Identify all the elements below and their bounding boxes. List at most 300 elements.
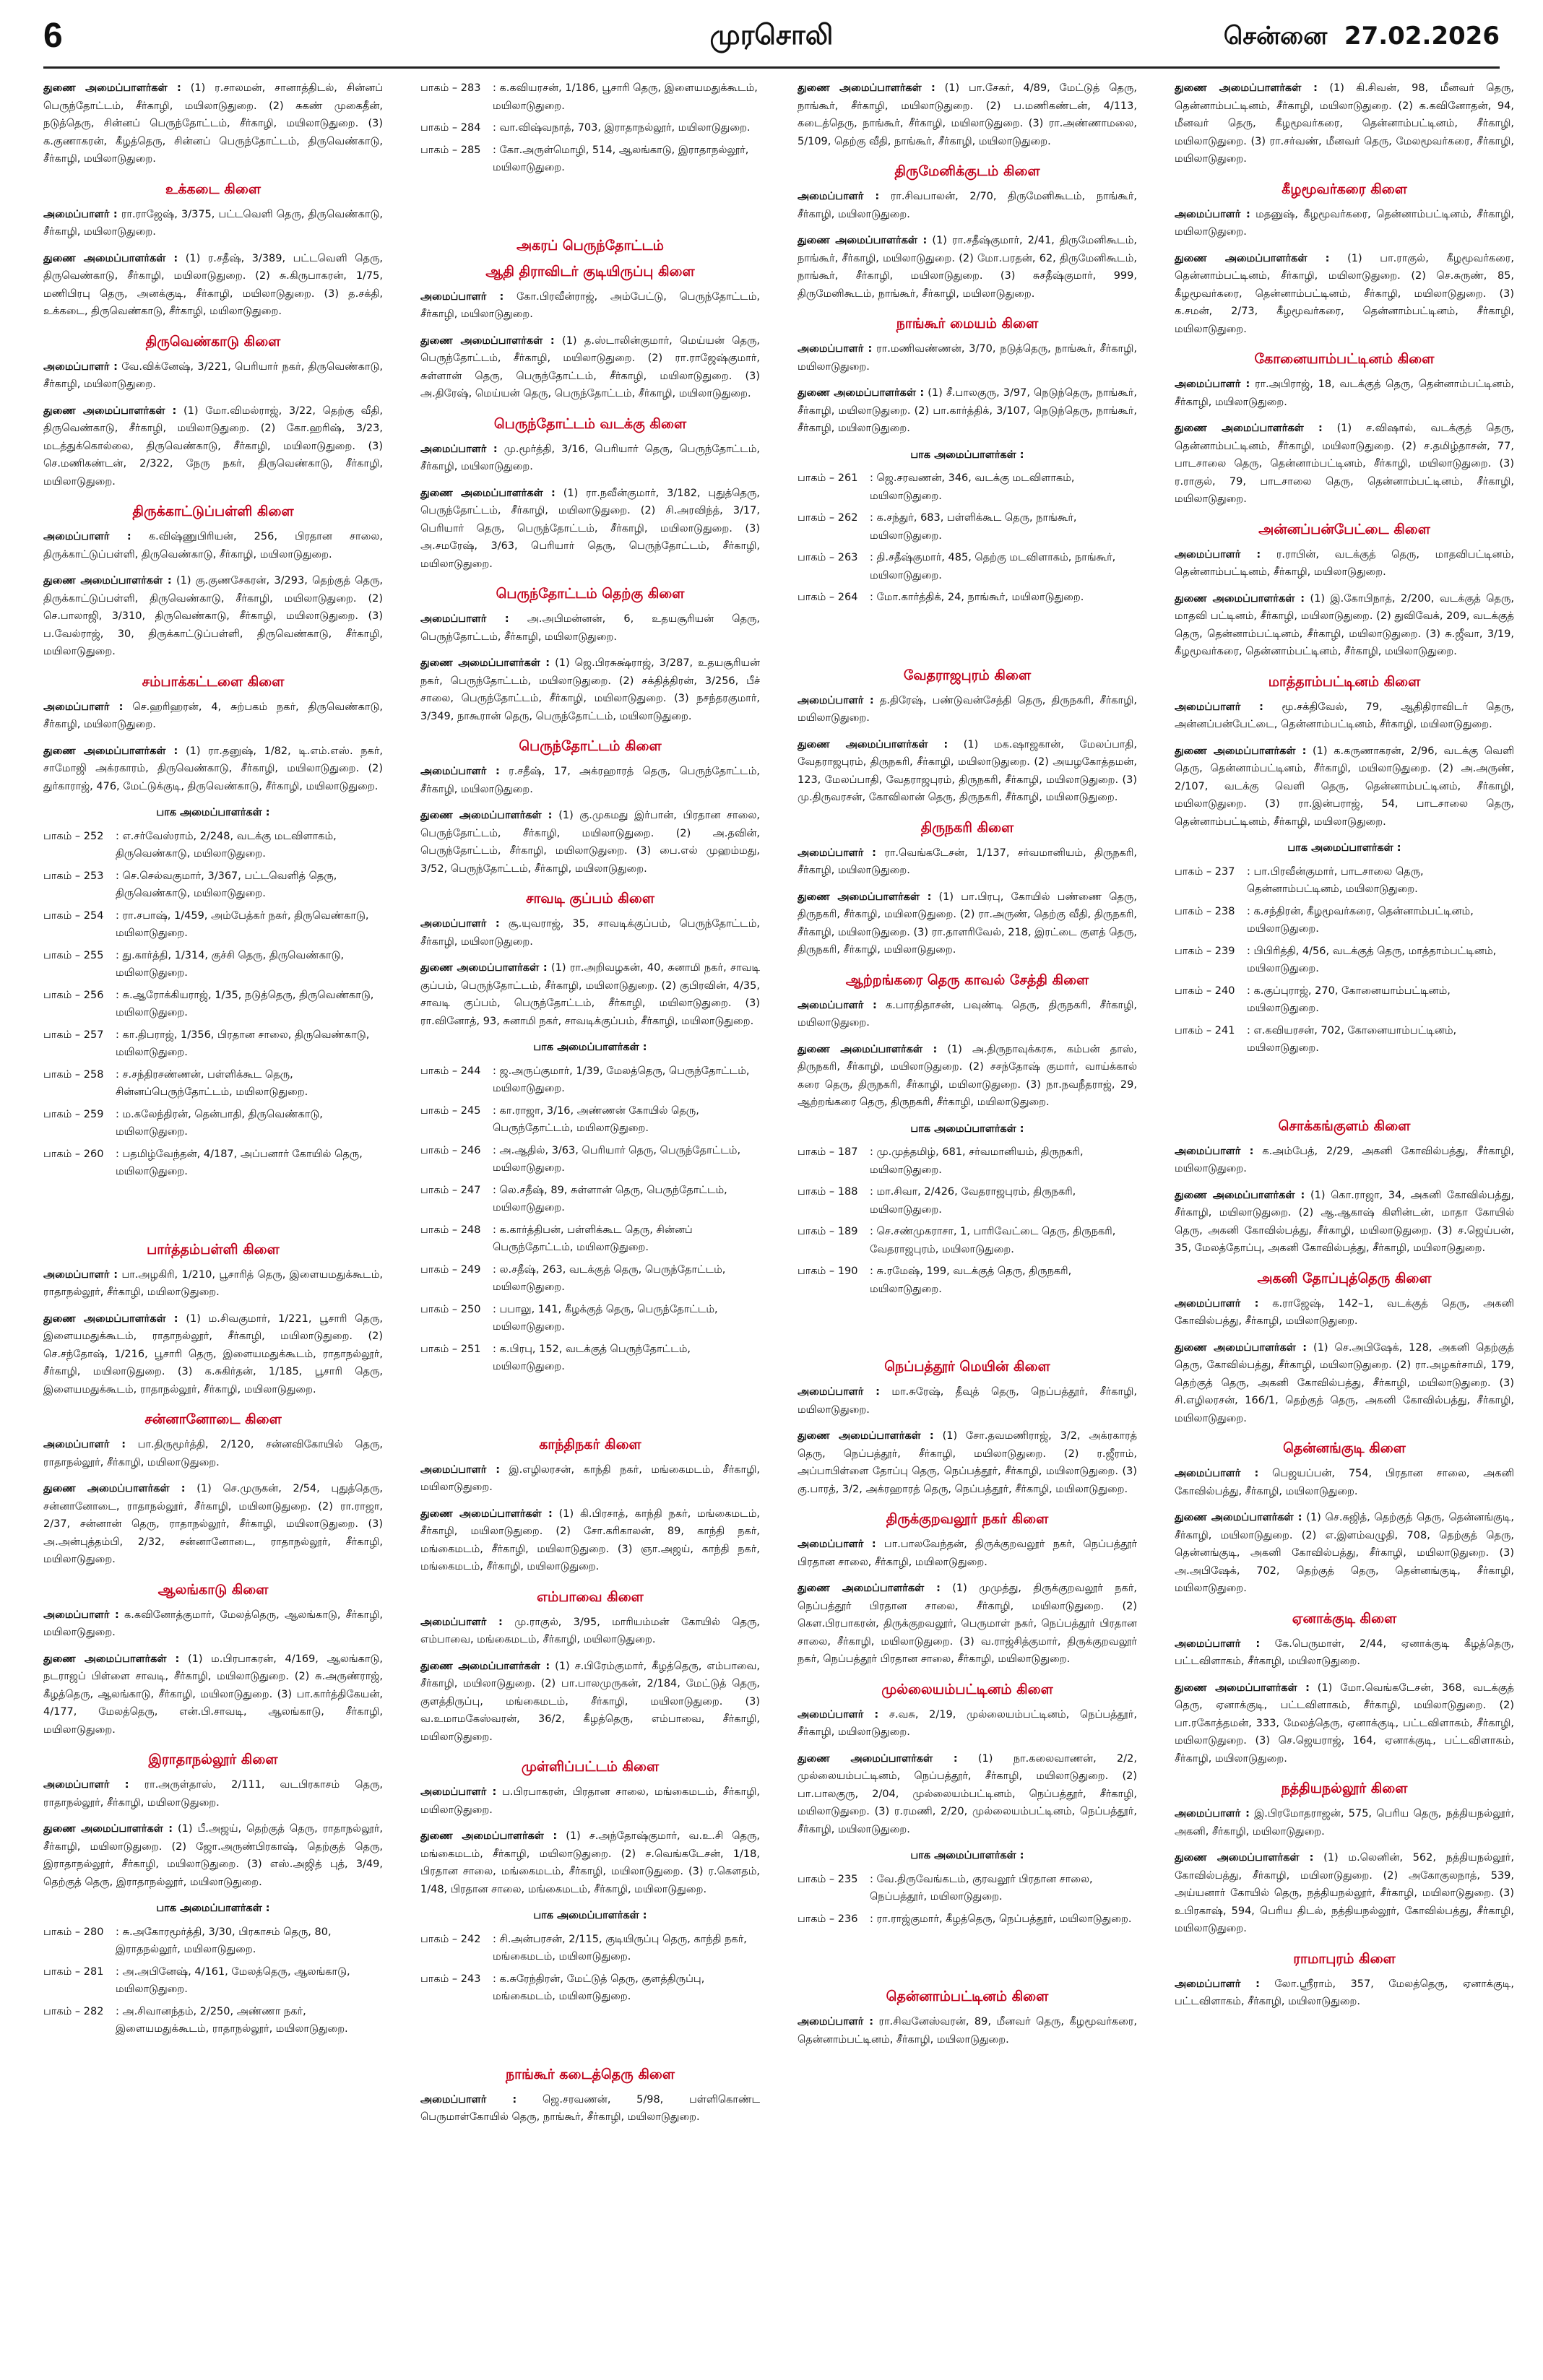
role-label: துணை அமைப்பாளர்கள் : [1175, 1682, 1310, 1694]
member-details: (1) ம.லெனின், 562, நத்தியநல்லூர், கோவில்பத்து, சீர்காழி, மயிலாடுதுறை. (2) அகோகுலநாத், 539, அய்யனார் கோயில் தெரு, நத்தியநல்லூர், சீர்காழி, மயிலாடுதுறை. (3) உபிரகாஷ், 594, பெரிய திடல், நத்தியநல்லூர், கோவில்பத்து, சீர்காழி, மயிலாடுதுறை. [1175, 1852, 1514, 1934]
member-details: (1) ச.விஷால், வடக்குத் தெரு, தென்னாம்பட்டினம், சீர்காழி, மயிலாடுதுறை. (2) ச.தமிழ்தாசன், 77, பாடசாலை தெரு, தென்னாம்பட்டினம், சீர்காழி, மயிலாடுதுறை. (3) ர.ராகுல், 79, பாடசாலை தெரு, தென்னாம்பட்டினம், சீர்காழி, மயிலாடுதுறை. [1175, 423, 1514, 505]
member-details: செ.ஹரிஹரன், 4, சுற்பகம் நகர், திருவெண்காடு, சீர்காழி, மயிலாடுதுறை. [43, 701, 383, 730]
booth-number: பாகம் – 263 [798, 552, 858, 563]
member-entry [420, 610, 760, 646]
member-details: ஜெ.சரவணன், 5/98, பள்ளிகொண்ட பெருமாள்கோயில் தெரு, நாங்கூர், சீர்காழி, மயிலாடுதுறை. [420, 2093, 760, 2123]
member-details: (1) ச.அந்தோஷ்குமார், வ.உ.சி தெரு, மங்கைமடம், சீர்காழி, மயிலாடுதுறை. (2) ச.வெங்கடேசன், 1/18, பிரதான சாலை, மங்கைமடம், சீர்காழி, மயிலாடுதுறை. (3) ர.கௌதம், 1/48, பிரதான சாலை, மங்கைமடம், சீர்காழி, மயிலாடுதுறை. [420, 1830, 760, 1895]
member-entry [798, 1041, 1137, 1112]
role-label: அமைப்பாளர் : [420, 290, 504, 303]
role-label: துணை அமைப்பாளர்கள் : [43, 1653, 180, 1665]
booth-number: பாகம் – 189 [798, 1226, 858, 1237]
booth-member: : க.சந்திரன், கீழமூவர்கரை, தென்னாம்பட்டினம், மயிலாடுதுறை. [1247, 905, 1474, 935]
booth-entry [1175, 982, 1514, 1018]
column-3 [798, 79, 1137, 2362]
branch-heading: மாத்தாம்பட்டினம் கிளை [1268, 673, 1421, 690]
role-label: அமைப்பாளர் : [1175, 548, 1261, 561]
booth-number: பாகம் – 261 [798, 472, 858, 484]
member-entry [43, 1820, 383, 1891]
member-entry [43, 1266, 383, 1302]
booth-member: : ச.சந்திரசண்ணன், பள்ளிக்கூட தெரு, சின்னப்பெருந்தோட்டம், மயிலாடுதுறை. [116, 1068, 308, 1098]
booth-member: : மு.முத்தமிழ், 681, சர்வமானியம், திருநகரி, மயிலாடுதுறை. [870, 1146, 1084, 1176]
role-label: அமைப்பாளர் : [43, 531, 131, 542]
booth-entry [798, 469, 1137, 505]
member-entry [420, 1658, 760, 1747]
booth-number: பாகம் – 252 [43, 830, 104, 842]
role-label: துணை அமைப்பாளர்கள் : [1175, 592, 1305, 605]
member-details: க.கவினோத்குமார், மேலத்தெரு, ஆலங்காடு, சீர்காழி, மயிலாடுதுறை. [43, 1609, 383, 1638]
member-entry [1175, 420, 1514, 509]
member-entry [43, 358, 383, 394]
branch-heading: திருக்காட்டுப்பள்ளி கிளை [132, 503, 294, 519]
member-entry [798, 997, 1137, 1032]
booth-entry [420, 1142, 760, 1177]
member-entry [43, 1650, 383, 1739]
member-details: சூ.யுவராஜ், 35, சாவடிக்குப்பம், பெருந்தோட்டம், சீர்காழி, மயிலாடுதுறை. [420, 918, 760, 948]
role-label: துணை அமைப்பாளர்கள் : [1175, 1852, 1314, 1864]
member-details: க.பாரதிதாசன், பவுண்டி தெரு, திருநகரி, சீர்காழி, மயிலாடுதுறை. [798, 999, 1137, 1029]
booth-member: : க.சந்துர், 683, பள்ளிக்கூட தெரு, நாங்கூர், மயிலாடுதுறை. [870, 512, 1077, 542]
role-label: அமைப்பாளர் : [798, 343, 873, 355]
member-entry [43, 1436, 383, 1471]
member-entry [420, 1614, 760, 1649]
booth-member: : சி.அன்பரசன், 2/115, குடியிருப்பு தெரு, காந்தி நகர், மங்கைமடம், மயிலாடுதுறை. [493, 1933, 747, 1963]
member-entry [798, 1580, 1137, 1669]
member-entry [798, 232, 1137, 303]
booth-entry [420, 119, 760, 137]
member-details: ர.சதீஷ், 17, அக்ரஹாரத் தெரு, பெருந்தோட்டம், சீர்காழி, மயிலாடுதுறை. [420, 766, 760, 795]
member-entry [1175, 250, 1514, 339]
member-entry [420, 1505, 760, 1576]
member-details: ரா.சிவனேஸ்வரன், 89, மீனவர் தெரு, கீழமூவர்கரை, தென்னாம்பட்டினம், சீர்காழி, மயிலாடுதுறை. [798, 2016, 1137, 2046]
member-details: மு.மூர்த்தி, 3/16, பெரியார் தெரு, பெருந்தோட்டம், சீர்காழி, மயிலாடுதுறை. [420, 443, 760, 472]
booth-number: பாகம் – 239 [1175, 945, 1235, 957]
member-details: (1) பா.சேகர், 4/89, மேட்டுத் தெரு, நாங்கூர், சீர்காழி, மயிலாடுதுறை. (2) ப.மணிகண்டன், 4/113, கடைத்தெரு, நாங்கூர், சீர்காழி, மயிலாடுதுறை. (3) ரா.அண்ணாமலை, 5/109, தெற்கு வீதி, நாங்கூர், சீர்காழி, மயிலாடுதுறை. [798, 82, 1137, 147]
booth-entry [420, 1182, 760, 1217]
branch-heading: நாங்கூர் கடைத்தெரு கிளை [505, 2066, 675, 2082]
booth-number: பாகம் – 283 [420, 82, 481, 94]
booth-entry [1175, 943, 1514, 978]
member-details: இ.பிரமோதராஜன், 575, பெரிய தெரு, நத்தியநல்லூர், அகனி, சீர்காழி, மயிலாடுதுறை. [1175, 1808, 1514, 1838]
role-label: அமைப்பாளர் : [43, 360, 118, 373]
section-subheading: பாக அமைப்பாளர்கள் : [910, 1122, 1024, 1135]
member-details: கோ.பிரவீன்ராஜ், அம்பேட்டு, பெருந்தோட்டம், சீர்காழி, மயிலாடுதுறை. [420, 290, 760, 320]
role-label: துணை அமைப்பாளர்கள் : [43, 252, 178, 264]
member-details: ர.ராபின், வடக்குத் தெரு, மாதவிபட்டினம், தென்னாம்பட்டினம், சீர்காழி, மயிலாடுதுறை. [1175, 548, 1514, 578]
member-entry [43, 1310, 383, 1399]
member-entry [1175, 79, 1514, 168]
member-details: ரா.ராஜேஷ், 3/375, பட்டவெளி தெரு, திருவெண்காடு, சீர்காழி, மயிலாடுதுறை. [43, 208, 383, 238]
role-label: துணை அமைப்பாளர்கள் : [43, 1312, 178, 1325]
member-details: (1) செ.சுஜித், தெற்குத் தெரு, தென்னங்குடி, சீர்காழி, மயிலாடுதுறை. (2) எ.இளம்வழுதி, 708, தெற்குத் தெரு, தென்னங்குடி, அகனி கோவில்பத்து, சீர்காழி, மயிலாடுதுறை. (3) அ.அபிஷேக், 702, தெற்குத் தெரு, தென்னங்குடி, சீர்காழி, மயிலாடுதுறை. [1175, 1512, 1514, 1594]
branch-heading: சொக்கங்குளம் கிளை [1278, 1117, 1411, 1134]
branch-heading: ஆற்றங்கரை தெரு காவல் சேத்தி கிளை [845, 972, 1089, 988]
role-label: துணை அமைப்பாளர்கள் : [798, 1430, 934, 1442]
role-label: அமைப்பாளர் : [1175, 1468, 1259, 1479]
newspaper-title: முரசொலி [709, 19, 834, 51]
member-entry [43, 743, 383, 796]
booth-entry [420, 79, 760, 115]
spacer [798, 611, 1137, 654]
role-label: துணை அமைப்பாளர்கள் : [1175, 82, 1318, 94]
booth-number: பாகம் – 237 [1175, 865, 1235, 878]
member-details: ப.பிரபாகரன், பிரதான சாலை, மங்கைமடம், சீர்காழி, மயிலாடுதுறை. [420, 1786, 760, 1816]
booth-number: பாகம் – 244 [420, 1065, 481, 1077]
member-entry [43, 1776, 383, 1812]
booth-number: பாகம் – 248 [420, 1224, 481, 1236]
role-label: துணை அமைப்பாளர்கள் : [798, 82, 935, 94]
role-label: அமைப்பாளர் : [43, 1779, 129, 1791]
member-entry [798, 2013, 1137, 2048]
branch-heading: நாங்கூர் மையம் கிளை [896, 316, 1039, 332]
member-entry [1175, 1509, 1514, 1598]
member-details: (1) ரா.தனுஷ், 1/82, டி.எம்.எஸ். நகர், சாமோஜி அக்ரகாரம், திருவெண்காடு, சீர்காழி, மயிலாடுதுறை. (2) துர்காராஜ், 476, மேட்டுக்குடி, திருவெண்காடு, சீர்காழி, மயிலாடுதுறை. [43, 745, 383, 792]
spacer [1175, 1062, 1514, 1105]
dateline-city: சென்னை [1223, 22, 1328, 51]
role-label: அமைப்பாளர் : [43, 208, 118, 220]
booth-entry [43, 987, 383, 1022]
booth-number: பாகம் – 258 [43, 1068, 104, 1081]
role-label: துணை அமைப்பாளர்கள் : [798, 235, 928, 246]
role-label: துணை அமைப்பாளர்கள் : [43, 575, 172, 587]
booth-member: : பா.பிரவீன்குமார், பாடசாலை தெரு, தென்னாம்பட்டினம், மயிலாடுதுறை. [1247, 865, 1424, 895]
section-subheading: பாக அமைப்பாளர்கள் : [533, 1910, 647, 1921]
member-entry [43, 250, 383, 321]
booth-member: : பதமிழ்வேந்தன், 4/187, அப்பனார் கோயில் தெரு, மயிலாடுதுறை. [116, 1148, 363, 1177]
booth-number: பாகம் – 238 [1175, 905, 1235, 917]
booth-entry [420, 1261, 760, 1297]
branch-heading: சன்னானோடை கிளை [144, 1411, 282, 1427]
branch-heading: திருக்குறவலூர் நகர் கிளை [886, 1511, 1049, 1527]
member-details: (1) செ.முருகன், 2/54, புதுத்தெரு, சன்னானோடை, ராதாநல்லூர், சீர்காழி, மயிலாடுதுறை. (2) ரா.ராஜா, 2/37, சன்னான் தெரு, ராதாநல்லூர், சீர்காழி, மயிலாடுதுறை. (3) அ.அன்புத்தம்பி, 2/32, சன்னானோடை, ராதாநல்லூர், சீர்காழி, மயிலாடுதுறை. [43, 1483, 383, 1565]
branch-heading: திருவெண்காடு கிளை [145, 333, 281, 350]
booth-member: : மோ.கார்த்திக், 24, நாங்கூர், மயிலாடுதுறை. [870, 592, 1084, 603]
branch-heading: ஆதி திராவிடர் குடியிருப்பு கிளை [485, 263, 695, 280]
role-label: அமைப்பாளர் : [798, 2016, 874, 2028]
booth-entry [798, 1183, 1137, 1219]
booth-entry [43, 1106, 383, 1141]
role-label: துணை அமைப்பாளர்கள் : [43, 1483, 186, 1494]
member-details: (1) பா.ராகுல், கீழமூவர்கரை, தென்னாம்பட்டினம், சீர்காழி, மயிலாடுதுறை. (2) செ.சுருண், 85, கீழமூவர்கரை, தென்னாம்பட்டினம், சீர்காழி, மயிலாடுதுறை. (3) க.சமன், 2/73, கீழமூவர்கரை, தென்னாம்பட்டினம், சீர்காழி, மயிலாடுதுறை. [1175, 252, 1514, 335]
role-label: அமைப்பாளர் : [1175, 1637, 1261, 1650]
role-label: அமைப்பாளர் : [1175, 208, 1250, 220]
booth-number: பாகம் – 259 [43, 1108, 104, 1120]
branch-heading: பெருந்தோட்டம் வடக்கு கிளை [493, 415, 687, 432]
booth-member: : க.பிரபு, 152, வடக்குத் பெருந்தோட்டம், மயிலாடுதுறை. [493, 1343, 691, 1372]
booth-number: பாகம் – 251 [420, 1343, 481, 1355]
booth-entry [43, 1924, 383, 1959]
booth-number: பாகம் – 249 [420, 1263, 481, 1276]
booth-member: : கா.ராஜா, 3/16, அண்ணன் கோயில் தெரு, பெருந்தோட்டம், மயிலாடுதுறை. [493, 1104, 699, 1134]
role-label: துணை அமைப்பாளர்கள் : [420, 1830, 558, 1842]
booth-entry [798, 1263, 1137, 1298]
booth-entry [1175, 1022, 1514, 1057]
role-label: அமைப்பாளர் : [420, 1463, 501, 1476]
member-entry [798, 888, 1137, 959]
member-entry [798, 692, 1137, 727]
booth-number: பாகம் – 247 [420, 1184, 481, 1196]
role-label: துணை அமைப்பாளர்கள் : [798, 891, 932, 903]
member-details: இ.எழிலரசன், காந்தி நகர், மங்கைமடம், சீர்காழி, மயிலாடுதுறை. [420, 1463, 760, 1493]
member-entry [798, 384, 1137, 438]
member-entry [1175, 1849, 1514, 1938]
booth-number: பாகம் – 242 [420, 1933, 481, 1945]
role-label: துணை அமைப்பாளர்கள் : [420, 487, 556, 499]
branch-heading: சாவடி குப்பம் கிளை [525, 891, 654, 906]
branch-heading: அன்னப்பன்பேட்டை கிளை [1258, 521, 1430, 537]
member-entry [420, 485, 760, 574]
member-entry [1175, 1679, 1514, 1768]
role-label: அமைப்பாளர் : [798, 1386, 880, 1398]
booth-number: பாகம் – 254 [43, 909, 104, 922]
member-details: (1) கொ.ராஜா, 34, அகனி கோவில்பத்து, சீர்காழி, மயிலாடுதுறை. (2) ஆ.ஆகாஷ் கிளின்டன், மாதா கோயில் தெரு, அகனி கோவில்பத்து, சீர்காழி, மயிலாடுதுறை. (3) ச.ஜெய்பன், 35, மேலத்தோப்பு, அகனி கோவில்பத்து, சீர்காழி, மயிலாடுதுறை. [1175, 1189, 1514, 1254]
member-entry [1175, 1976, 1514, 2011]
booth-member: : அ.ஆதில், 3/63, பெரியார் தெரு, பெருந்தோட்டம், மயிலாடுதுறை. [493, 1144, 741, 1174]
booth-member: : வா.விஷ்வநாத், 703, இராதாநல்லூர், மயிலாடுதுறை. [493, 122, 751, 134]
booth-number: பாகம் – 285 [420, 144, 481, 156]
member-entry [1175, 1187, 1514, 1258]
booth-entry [798, 549, 1137, 584]
member-details: மா.சுரேஷ், தீவுத் தெரு, நெப்பத்தூர், சீர்காழி, மயிலாடுதுறை. [798, 1386, 1137, 1416]
member-details: (1) செ.அபிஷேக், 128, அகனி தெற்குத் தெரு, கோவில்பத்து, சீர்காழி, மயிலாடுதுறை. (2) ரா.அழகர்சாமி, 179, தெற்குத் தெரு, அகனி கோவில்பத்து, சீர்காழி, மயிலாடுதுறை. (3) சி.எழிலரசன், 166/1, தெற்குத் தெரு, அகனி கோவில்பத்து, சீர்காழி, மயிலாடுதுறை. [1175, 1341, 1514, 1424]
booth-number: பாகம் – 190 [798, 1265, 858, 1277]
role-label: துணை அமைப்பாளர்கள் : [43, 1823, 173, 1835]
booth-number: பாகம் – 256 [43, 989, 104, 1001]
member-details: (1) அ.திருநாவுக்கரசு, கம்பன் தாஸ், திருநகரி, சீர்காழி, மயிலாடுதுறை. (2) சசந்தோஷ் குமார், வாய்க்கால் கரை தெரு, திருநகரி, சீர்காழி, மயிலாடுதுறை. (3) நா.நவநீதராஜ், 29, ஆற்றங்கரை தெரு, திருநகரி, சீர்காழி, மயிலாடுதுறை. [798, 1043, 1137, 1108]
role-label: அமைப்பாளர் : [420, 613, 509, 625]
booth-member: : க.கார்த்திபன், பள்ளிக்கூட தெரு, சின்னப் பெருந்தோட்டம், மயிலாடுதுறை. [493, 1224, 693, 1253]
branch-heading: ஏனாக்குடி கிளை [1292, 1610, 1397, 1627]
section-subheading: பாக அமைப்பாளர்கள் : [156, 1903, 270, 1914]
branch-heading: பார்த்தம்பள்ளி கிளை [147, 1241, 280, 1258]
booth-number: பாகம் – 284 [420, 122, 481, 134]
branch-heading: வேதராஜபுரம் கிளை [903, 667, 1032, 683]
member-entry [1175, 1635, 1514, 1671]
branch-heading: இராதாநல்லூர் கிளை [148, 1752, 278, 1767]
member-details: (1) கி.சிவன், 98, மீனவர் தெரு, தென்னாம்பட்டினம், சீர்காழி, மயிலாடுதுறை. (2) க.கவினோதன், 94, மீனவர் தெரு, கீழமூவர்கரை, தென்னாம்பட்டினம், சீர்காழி, மயிலாடுதுறை. (3) ரா.சர்வண், மீனவர் தெரு, மேலமூவர்கரை, சீர்காழி, மயிலாடுதுறை. [1175, 82, 1514, 165]
member-details: ச.வசு, 2/19, முல்லையம்பட்டினம், நெப்பத்தூர், சீர்காழி, மயிலாடுதுறை. [798, 1708, 1137, 1738]
booth-entry [798, 1143, 1137, 1179]
booth-entry [798, 509, 1137, 545]
booth-entry [43, 1963, 383, 1999]
role-label: அமைப்பாளர் : [1175, 701, 1263, 713]
column-4 [1175, 79, 1514, 2362]
member-details: (1) சோ.தவமணிராஜ், 3/2, அக்ரகாரத் தெரு, நெப்பத்தூர், சீர்காழி, மயிலாடுதுறை. (2) ர.ஜீராம், அப்பாபிள்ளை தோப்பு தெரு, நெப்பத்தூர், சீர்காழி, மயிலாடுதுறை. (3) கு.பாரத், 3/2, அக்ரஹாரத் தெரு, நெப்பத்தூர், சீர்காழி, மயிலாடுதுறை. [798, 1430, 1137, 1495]
role-label: துணை அமைப்பாளர்கள் : [1175, 423, 1323, 434]
booth-number: பாகம் – 281 [43, 1965, 104, 1978]
member-details: (1) ஜெ.பிரசுக்ஷ்ராஜ், 3/287, உதயசூரியன் நகர், பெருந்தோட்டம், மயிலாடுதுறை. (2) சக்தித்திரன், 3/256, பீச் சாலை, பெருந்தோட்டம், சீர்காழி, மயிலாடுதுறை. (3) நசந்தரகுமார், 3/349, நாகூரான் தெரு, பெருந்தோட்டம், மயிலாடுதுறை. [420, 657, 760, 722]
booth-entry [43, 867, 383, 903]
role-label: துணை அமைப்பாளர்கள் : [1175, 1512, 1302, 1523]
booth-entry [43, 2003, 383, 2038]
branch-heading: அகனி தோப்புத்தெரு கிளை [1257, 1270, 1432, 1286]
role-label: அமைப்பாளர் : [420, 1786, 497, 1798]
booth-member: : அ.அபினேஷ், 4/161, மேலத்தெரு, ஆலங்காடு, மயிலாடுதுறை. [116, 1965, 350, 1995]
branch-heading: திருமேனிக்குடம் கிளை [894, 163, 1040, 179]
member-entry [798, 1706, 1137, 1741]
section-subheading: பாக அமைப்பாளர்கள் : [1287, 842, 1401, 854]
branch-heading: நெப்பத்தூர் மெயின் கிளை [884, 1359, 1050, 1375]
spacer [798, 1932, 1137, 1976]
member-details: (1) இ.கோபிநாத், 2/200, வடக்குத் தெரு, மாதவி பட்டினம், சீர்காழி, மயிலாடுதுறை. (2) துவிவேக், 209, வடக்குத் தெரு, தென்னாம்பட்டினம், சீர்காழி, மயிலாடுதுறை. (3) சு.ஜீவா, 3/19, கீழமூவர்கரை, தென்னாம்பட்டினம், சீர்காழி, மயிலாடுதுறை. [1175, 592, 1514, 657]
booth-entry [420, 1970, 760, 2006]
booth-entry [420, 1341, 760, 1376]
member-entry [420, 959, 760, 1030]
booth-number: பாகம் – 245 [420, 1104, 481, 1117]
member-details: (1) ர.சதீஷ், 3/389, பட்டவெளி தெரு, திருவெண்காடு, சீர்காழி, மயிலாடுதுறை. (2) சு.கிருபாகரன், 1/75, மணிபிரபு தெரு, அனக்குடி, சீர்காழி, மயிலாடுதுறை. (3) த.சக்தி, உக்கடை, திருவெண்காடு, சீர்காழி, மயிலாடுதுறை. [43, 252, 383, 317]
booth-member: : க.குப்புராஜ், 270, கோனையாம்பட்டினம், மயிலாடுதுறை. [1247, 985, 1451, 1014]
member-details: க.விஷ்ணுபிரியன், 256, பிரதான சாலை, திருக்காட்டுப்பள்ளி, திருவெண்காடு, சீர்காழி, மயிலாடுதுறை. [43, 531, 383, 561]
member-details: (1) ர.சாலமன், சானாத்திடல், சின்னப் பெருந்தோட்டம், சீர்காழி, மயிலாடுதுறை. (2) சுகண் முகைதீன், நடுத்தெரு, சின்னப் பெருந்தோட்டம், சீர்காழி, மயிலாடுதுறை. (3) க.குணாகரன், கீழத்தெரு, சின்னப் பெருந்தோட்டம், திருவெண்காடு, சீர்காழி, மயிலாடுதுறை. [43, 82, 383, 165]
member-details: (1) முமுத்து, திருக்குறவலூர் நகர், நெப்பத்தூர் பிரதான சாலை, சீர்காழி, மயிலாடுதுறை. (2) கௌ.பிரபாகரன், திருக்குறவலூர், பெருமாள் நகர், நெப்பத்தூர் பிரதான சாலை, சீர்காழி, மயிலாடுதுறை. (3) வ.ராஜ்சித்குமார், திருக்குறவலூர் நகர், நெப்பத்தூர் பிரதான சாலை, சீர்காழி, மயிலாடுதுறை. [798, 1583, 1137, 1665]
booth-member: : ரா.சபாஷ், 1/459, அம்பேத்கர் நகர், திருவெண்காடு, மயிலாடுதுறை. [116, 909, 369, 939]
member-details: (1) ம.பிரபாகரன், 4/169, ஆலங்காடு, நடராஜப் பிள்ளை சாவடி, சீர்காழி, மயிலாடுதுறை. (2) சு.அருண்ராஜ், கீழத்தெரு, ஆலங்காடு, சீர்காழி, மயிலாடுதுறை. (3) பா.கார்த்திகேயன், 4/177, மேலத்தெரு, என்.பி.சாவடி, ஆலங்காடு, சீர்காழி, மயிலாடுதுறை. [43, 1653, 383, 1736]
role-label: துணை அமைப்பாளர்கள் : [420, 334, 555, 347]
booth-member: : க.சுரேந்திரன், மேட்டுத் தெரு, குளத்திருப்பு, மங்கைமடம், மயிலாடுதுறை. [493, 1973, 705, 2002]
role-label: அமைப்பாளர் : [420, 766, 500, 777]
masthead-rule [43, 66, 1500, 69]
role-label: துணை அமைப்பாளர்கள் : [798, 738, 948, 750]
role-label: அமைப்பாளர் : [798, 1708, 879, 1721]
member-entry [798, 844, 1137, 880]
role-label: துணை அமைப்பாளர்கள் : [420, 1660, 550, 1672]
member-details: ரா.வெங்கடேசன், 1/137, சர்வமானியம், திருநகரி, சீர்காழி, மயிலாடுதுறை. [798, 847, 1137, 876]
member-entry [1175, 546, 1514, 581]
booth-member: : எ.கவியரசன், 702, கோனையாம்பட்டினம், மயிலாடுதுறை. [1247, 1024, 1457, 1054]
role-label: துணை அமைப்பாளர்கள் : [43, 745, 178, 757]
member-entry [43, 528, 383, 563]
booth-number: பாகம் – 255 [43, 949, 104, 961]
role-label: துணை அமைப்பாளர்கள் : [420, 1507, 553, 1520]
member-details: (1) பா.பிரபு, கோயில் பண்ணை தெரு, திருநகரி, சீர்காழி, மயிலாடுதுறை. (2) ரா.அருண், தெற்கு வீதி, திருநகரி, சீர்காழி, மயிலாடுதுறை. (3) ரா.தாளரிவேல், 218, இரட்டை குளத் தெரு, திருநகரி, சீர்காழி, மயிலாடுதுறை. [798, 891, 1137, 956]
page-number: 6 [43, 17, 63, 55]
member-details: (1) சீ.பாலகுரு, 3/97, நெடுந்தெரு, நாங்கூர், சீர்காழி, மயிலாடுதுறை. (2) பா.கார்த்திக், 3/107, நெடுந்தெரு, நாங்கூர், சீர்காழி, மயிலாடுதுறை. [798, 387, 1137, 434]
booth-entry [420, 1102, 760, 1138]
role-label: அமைப்பாளர் : [798, 1539, 876, 1550]
booth-number: பாகம் – 188 [798, 1186, 858, 1198]
role-label: அமைப்பாளர் : [43, 1609, 119, 1621]
role-label: துணை அமைப்பாளர்கள் : [1175, 252, 1330, 264]
booth-member: : ஜ.அருப்குமார், 1/39, மேலத்தெரு, பெருந்தோட்டம், மயிலாடுதுறை. [493, 1065, 750, 1094]
member-entry [420, 332, 760, 403]
branch-heading: கோனையாம்பட்டினம் கிளை [1254, 351, 1435, 367]
member-entry [1175, 1295, 1514, 1330]
member-details: பா.பாலவேந்தன், திருக்குறவலூர் நகர், நெப்பத்தூர் பிரதான சாலை, சீர்காழி, மயிலாடுதுறை. [798, 1539, 1137, 1568]
booth-member: : செ.செல்வகுமார், 3/367, பட்டவெளித் தெரு, திருவெண்காடு, மயிலாடுதுறை. [116, 870, 337, 899]
member-details: (1) மக.ஷாஜகான், மேலப்பாதி, வேதராஜபுரம், திருநகரி, சீர்காழி, மயிலாடுதுறை. (2) அயழகோத்தமன், 123, மேலப்பாதி, வேதராஜபுரம், திருநகரி, சீர்காழி, மயிலாடுதுறை. (3) மு.திருவரசன், கோவிலான் தெரு, திருநகரி, சீர்காழி, மயிலாடுதுறை. [798, 738, 1137, 803]
member-details: கே.பெருமாள், 2/44, ஏனாக்குடி கீழத்தெரு, பட்டவிளாகம், சீர்காழி, மயிலாடுதுறை. [1175, 1637, 1514, 1667]
booth-number: பாகம் – 187 [798, 1146, 858, 1158]
booth-number: பாகம் – 240 [1175, 985, 1235, 997]
member-details: (1) கி.பிரசாத், காந்தி நகர், மங்கைமடம், சீர்காழி, மயிலாடுதுறை. (2) சோ.கரிகாலன், 89, காந்தி நகர், மங்கைமடம், சீர்காழி, மயிலாடுதுறை. (3) ஞா.அஜய், காந்தி நகர், மங்கைமடம், சீர்காழி, மயிலாடுதுறை. [420, 1507, 760, 1572]
booth-entry [43, 1066, 383, 1102]
booth-member: : து.கார்த்தி, 1/314, குச்சி தெரு, திருவெண்காடு, மயிலாடுதுறை. [116, 949, 345, 979]
role-label: அமைப்பாளர் : [1175, 378, 1250, 390]
member-entry [1175, 1805, 1514, 1840]
member-entry [798, 340, 1137, 376]
member-details: மதனுஷ், கீழமூவர்கரை, தென்னாம்பட்டினம், சீர்காழி, மயிலாடுதுறை. [1175, 208, 1514, 238]
booth-entry [798, 1871, 1137, 1906]
role-label: துணை அமைப்பாளர்கள் : [798, 1583, 941, 1594]
booth-member: : பிபிரித்தி, 4/56, வடக்குத் தெரு, மாத்தாம்பட்டினம், மயிலாடுதுறை. [1247, 945, 1497, 974]
dateline-date: 27.02.2026 [1344, 22, 1500, 51]
booth-entry [420, 1063, 760, 1098]
member-details: ரா.சிவபாலன், 2/70, திருமேனிகூடம், நாங்கூர், சீர்காழி, மயிலாடுதுறை. [798, 191, 1137, 220]
booth-member: : லெ.சதீஷ், 89, சுள்ளான் தெரு, பெருந்தோட்டம், மயிலாடுதுறை. [493, 1184, 727, 1213]
member-details: பெஜயப்பன், 754, பிரதான சாலை, அகனி கோவில்பத்து, சீர்காழி, மயிலாடுதுறை. [1175, 1468, 1514, 1497]
booth-entry [43, 1146, 383, 1181]
branch-heading: கீழமூவர்கரை கிளை [1281, 181, 1407, 197]
branch-heading: ராமாபுரம் கிளை [1293, 1950, 1396, 1967]
member-entry [798, 1536, 1137, 1571]
role-label: அமைப்பாளர் : [43, 1439, 126, 1450]
role-label: அமைப்பாளர் : [798, 694, 874, 706]
branch-heading: ஆலங்காடு கிளை [157, 1581, 269, 1598]
role-label: துணை அமைப்பாளர்கள் : [1175, 745, 1307, 757]
member-details: (1) ரா.சதீஷ்குமார், 2/41, திருமேனிகூடம், நாங்கூர், சீர்காழி, மயிலாடுதுறை. (2) மோ.பரதன், 62, திருமேனிகூடம், நாங்கூர், சீர்காழி, மயிலாடுதுறை. (3) சுசதீஷ்குமார், 999, திருமேனிகூடம், நாங்கூர், சீர்காழி, மயிலாடுதுறை. [798, 235, 1137, 300]
member-details: (1) கு.குணசேகரன், 3/293, தெற்குத் தெரு, திருக்காட்டுப்பள்ளி, திருவெண்காடு, சீர்காழி, மயிலாடுதுறை. (2) செ.பாலாஜி, 3/310, திருவெண்காடு, சீர்காழி, மயிலாடுதுறை. (3) ப.வேல்ராஜ், 30, திருக்காட்டுப்பள்ளி, திருவெண்காடு, சீர்காழி, மயிலாடுதுறை. [43, 575, 383, 657]
member-entry [1175, 1339, 1514, 1428]
booth-number: பாகம் – 241 [1175, 1024, 1235, 1037]
member-entry [420, 441, 760, 476]
role-label: அமைப்பாளர் : [420, 1616, 503, 1628]
booth-member: : மா.சிவா, 2/426, வேதராஜபுரம், திருநகரி, மயிலாடுதுறை. [870, 1186, 1076, 1216]
role-label: துணை அமைப்பாளர்கள் : [1175, 1341, 1308, 1354]
branch-heading: பெருந்தோட்டம் கிளை [519, 738, 662, 754]
member-details: (1) த.ஸ்டாலின்குமார், மெய்யன் தெரு, பெருந்தோட்டம், சீர்காழி, மயிலாடுதுறை. (2) ரா.ராஜேஷ்குமார், சுள்ளான் தெரு, பெருந்தோட்டம், சீர்காழி, மயிலாடுதுறை. (3) அ.திரேஷ், மெய்யன் தெரு, பெருந்தோட்டம், சீர்காழி, மயிலாடுதுறை. [420, 334, 760, 399]
branch-heading: தென்னாம்பட்டினம் கிளை [886, 1989, 1049, 2004]
member-details: பா.அழகிரி, 1/210, பூசாரித் தெரு, இளையமதுக்கூடம், ராதாநல்லூர், சீர்காழி, மயிலாடுதுறை. [43, 1268, 383, 1298]
member-details: மு.ராகுல், 3/95, மாரியம்மன் கோயில் தெரு, எம்பாவை, மங்கைமடம், சீர்காழி, மயிலாடுதுறை. [420, 1616, 760, 1645]
branch-heading: அகரப் பெருந்தோட்டம் [517, 237, 664, 254]
masthead [0, 0, 1543, 66]
booth-entry [420, 1931, 760, 1966]
role-label: துணை அமைப்பாளர்கள் : [43, 82, 181, 94]
member-entry [420, 1827, 760, 1898]
column-1 [43, 79, 383, 2362]
member-details: ரா.அபிராஜ், 18, வடக்குத் தெரு, தென்னாம்பட்டினம், சீர்காழி, மயிலாடுதுறை. [1175, 378, 1514, 408]
spacer [420, 181, 760, 225]
member-details: (1) க.கருணாகரன், 2/96, வடக்கு வெளி தெரு, தென்னாம்பட்டினம், சீர்காழி, மயிலாடுதுறை. (2) அ.அருண், 2/107, வடக்கு வெளி தெரு, தென்னாம்பட்டினம், சீர்காழி, மயிலாடுதுறை. (3) ரா.இன்பராஜ், 54, பாடசாலை தெரு, தென்னாம்பட்டினம், சீர்காழி, மயிலாடுதுறை. [1175, 745, 1514, 828]
booth-member: : பபாலு, 141, கீழக்குத் தெரு, பெருந்தோட்டம், மயிலாடுதுறை. [493, 1303, 718, 1333]
member-details: (1) மோ.விமல்ராஜ், 3/22, தெற்கு வீதி, திருவெண்காடு, சீர்காழி, மயிலாடுதுறை. (2) கோ.ஹரிஷ், 3/23, மடத்துக்கொல்லை, திருவெண்காடு, சீர்காழி, மயிலாடுதுறை. (3) செ.மணிகண்டன், 2/322, நேரு நகர், திருவெண்காடு, சீர்காழி, மயிலாடுதுறை. [43, 404, 383, 488]
role-label: துணை அமைப்பாளர்கள் : [420, 962, 548, 974]
booth-entry [1175, 903, 1514, 938]
role-label: துணை அமைப்பாளர்கள் : [798, 387, 925, 399]
branch-heading: உக்கடை கிளை [165, 181, 261, 197]
booth-entry [420, 142, 760, 177]
booth-member: : ரா.ராஜ்குமார், கீழத்தெரு, நெப்பத்தூர், மயிலாடுதுறை. [870, 1913, 1132, 1925]
member-entry [1175, 206, 1514, 241]
member-details: ரா.அருள்தாஸ், 2/111, வடபிரகாசம் தெரு, ராதாநல்லூர், சீர்காழி, மயிலாடுதுறை. [43, 1779, 383, 1809]
member-details: (1) பீ.அஜய், தெற்குத் தெரு, ராதாநல்லூர், சீர்காழி, மயிலாடுதுறை. (2) ஜோ.அருண்பிரகாஷ், தெற்குத் தெரு, இராதாநல்லூர், சீர்காழி, மயிலாடுதுறை. (3) எஸ்.அஜித் புத், 3/49, தெற்குத் தெரு, இராதாநல்லூர், மயிலாடுதுறை. [43, 1823, 383, 1888]
member-details: (1) கு.முகமது இர்பான், பிரதான சாலை, பெருந்தோட்டம், சீர்காழி, மயிலாடுதுறை. (2) அ.தவின், பெருந்தோட்டம், சீர்காழி, மயிலாடுதுறை. (3) பை.எல் முஹம்மது, 3/52, பெருந்தோட்டம், சீர்காழி, மயிலாடுதுறை. [420, 810, 760, 875]
booth-member: : சு.அகோரமூர்த்தி, 3/30, பிரகாசம் தெரு, 80, இராதநல்லூர், மயிலாடுதுறை. [116, 1926, 332, 1955]
member-entry [43, 698, 383, 734]
member-details: அ.அபிமன்னன், 6, உதயசூரியன் தெரு, பெருந்தோட்டம், சீர்காழி, மயிலாடுதுறை. [420, 613, 760, 643]
booth-member: : செ.சண்முகராசா, 1, பாரிவேட்டை தெரு, திருநகரி, வேதராஜபுரம், மயிலாடுதுறை. [870, 1226, 1116, 1255]
member-details: க.அம்பேத், 2/29, அகனி கோவில்பத்து, சீர்காழி, மயிலாடுதுறை. [1175, 1145, 1514, 1174]
member-details: லோ.ஸ்ரீராம், 357, மேலத்தெரு, ஏனாக்குடி, பட்டவிளாகம், சீர்காழி, மயிலாடுதுறை. [1175, 1978, 1514, 2007]
booth-number: பாகம் – 246 [420, 1144, 481, 1156]
member-details: (1) ச.பிரேம்குமார், கீழத்தெரு, எம்பாவை, சீர்காழி, மயிலாடுதுறை. (2) பா.பாலமுருகன், 2/184, மேட்டுத் தெரு, குளத்திருப்பு, மங்கைமடம், சீர்காழி, மயிலாடுதுறை. (3) வ.உமாமகேஸ்வரன், 36/2, கீழத்தெரு, எம்பாவை, சீர்காழி, மயிலாடுதுறை. [420, 1660, 760, 1743]
member-details: மூ.சக்திவேல், 79, ஆதிதிராவிடர் தெரு, அன்னப்பன்பேட்டை, தென்னாம்பட்டினம், சீர்காழி, மயிலாடுதுறை. [1175, 701, 1514, 730]
member-details: (1) ரா.அறிவழகன், 40, சுனாமி நகர், சாவடி குப்பம், பெருந்தோட்டம், சீர்காழி, மயிலாடுதுறை. (2) குபிரவின், 4/35, சாவடி குப்பம், பெருந்தோட்டம், சீர்காழி, மயிலாடுதுறை. (3) ரா.வினோத், 93, சுனாமி நகர், சாவடிக்குப்பம், சீர்காழி, மயிலாடுதுறை. [420, 962, 760, 1027]
role-label: அமைப்பாளர் : [798, 191, 880, 202]
booth-number: பாகம் – 250 [420, 1303, 481, 1315]
role-label: அமைப்பாளர் : [1175, 1978, 1260, 1990]
role-label: துணை அமைப்பாளர்கள் : [798, 1752, 958, 1765]
branch-heading: காந்திநகர் கிளை [539, 1436, 641, 1453]
